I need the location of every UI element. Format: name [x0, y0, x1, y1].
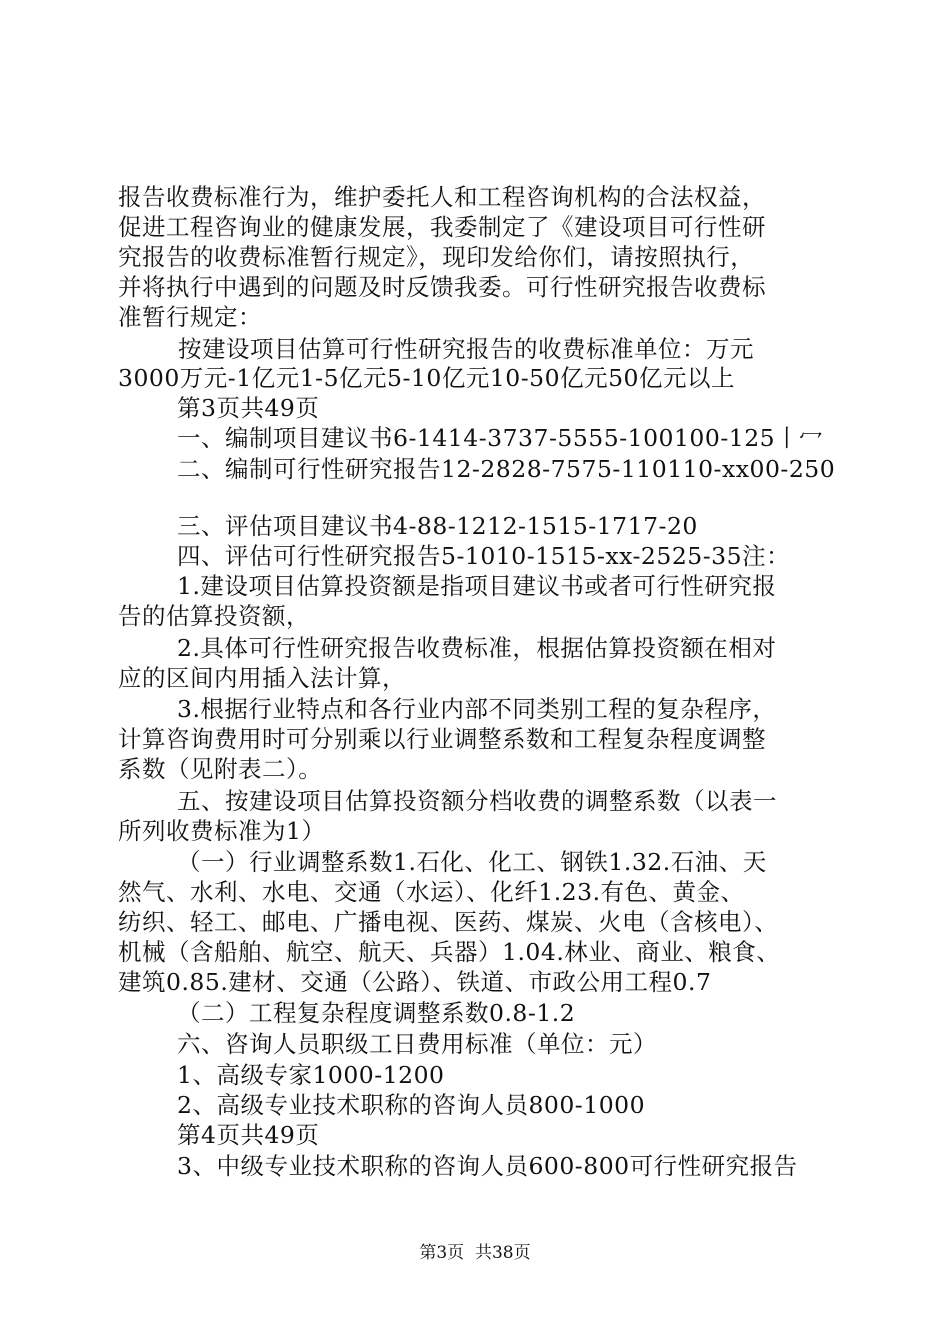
text-line: 五、按建设项目估算投资额分档收费的调整系数（以表一 [177, 787, 777, 815]
text-line: 2、高级专业技术职称的咨询人员800-1000 [177, 1091, 646, 1119]
text-line: 促进工程咨询业的健康发展，我委制定了《建设项目可行性研 [118, 213, 766, 241]
text-line: 系数（见附表二）。 [118, 755, 323, 783]
text-line: 3.根据行业特点和各行业内部不同类别工程的复杂程序， [177, 695, 777, 723]
text-line: 3、中级专业技术职称的咨询人员600-800可行性研究报告 [177, 1152, 798, 1180]
text-line: 1、高级专家1000-1200 [177, 1061, 445, 1089]
text-line: 1.建设项目估算投资额是指项目建议书或者可行性研究报 [177, 572, 777, 600]
page-marker: 第4页共49页 [177, 1121, 320, 1149]
text-line: 应的区间内用插入法计算， [118, 664, 406, 692]
text-line: 按建设项目估算可行性研究报告的收费标准单位：万元 [162, 335, 754, 363]
page-footer: 第3页 共38页 [419, 1243, 531, 1263]
text-line: （二）工程复杂程度调整系数0.8-1.2 [177, 999, 576, 1027]
text-line: 建筑0.85.建材、交通（公路）、铁道、市政公用工程0.7 [118, 968, 712, 996]
text-line: 准暂行规定： [118, 303, 262, 331]
text-line: 报告收费标准行为，维护委托人和工程咨询机构的合法权益， [118, 183, 766, 211]
text-line: 四、评估可行性研究报告5-1010-1515-xx-2525-35注： [177, 542, 791, 570]
page-marker: 第3页共49页 [177, 394, 320, 422]
text-line: 所列收费标准为1） [118, 817, 326, 845]
text-line: 并将执行中遇到的问题及时反馈我委。可行性研究报告收费标 [118, 273, 766, 301]
text-line: 告的估算投资额， [118, 602, 310, 630]
text-line: 3000万元-1亿元1-5亿元5-10亿元10-50亿元50亿元以上 [118, 364, 735, 392]
text-line: 二、编制可行性研究报告12-2828-7575-110110-xx00-250 [177, 455, 836, 483]
text-line: 一、编制项目建议书6-1414-3737-5555-100100-125丨冖 [177, 424, 824, 452]
text-line: （一）行业调整系数1.石化、化工、钢铁1.32.石油、天 [177, 848, 767, 876]
text-line: 2.具体可行性研究报告收费标准，根据估算投资额在相对 [177, 634, 777, 662]
text-line: 纺织、轻工、邮电、广播电视、医药、煤炭、火电（含核电）、 [118, 908, 779, 936]
text-line: 究报告的收费标准暂行规定》，现印发给你们，请按照执行， [118, 243, 755, 271]
text-line: 然气、水利、水电、交通（水运）、化纤1.23.有色、黄金、 [118, 878, 745, 906]
text-line: 三、评估项目建议书4-88-1212-1515-1717-20 [177, 512, 698, 540]
text-line: 计算咨询费用时可分别乘以行业调整系数和工程复杂程度调整 [118, 725, 766, 753]
text-line: 机械（含船舶、航空、航天、兵器）1.04.林业、商业、粮食、 [118, 938, 781, 966]
text-line: 六、咨询人员职级工日费用标准（单位：元） [177, 1030, 657, 1058]
